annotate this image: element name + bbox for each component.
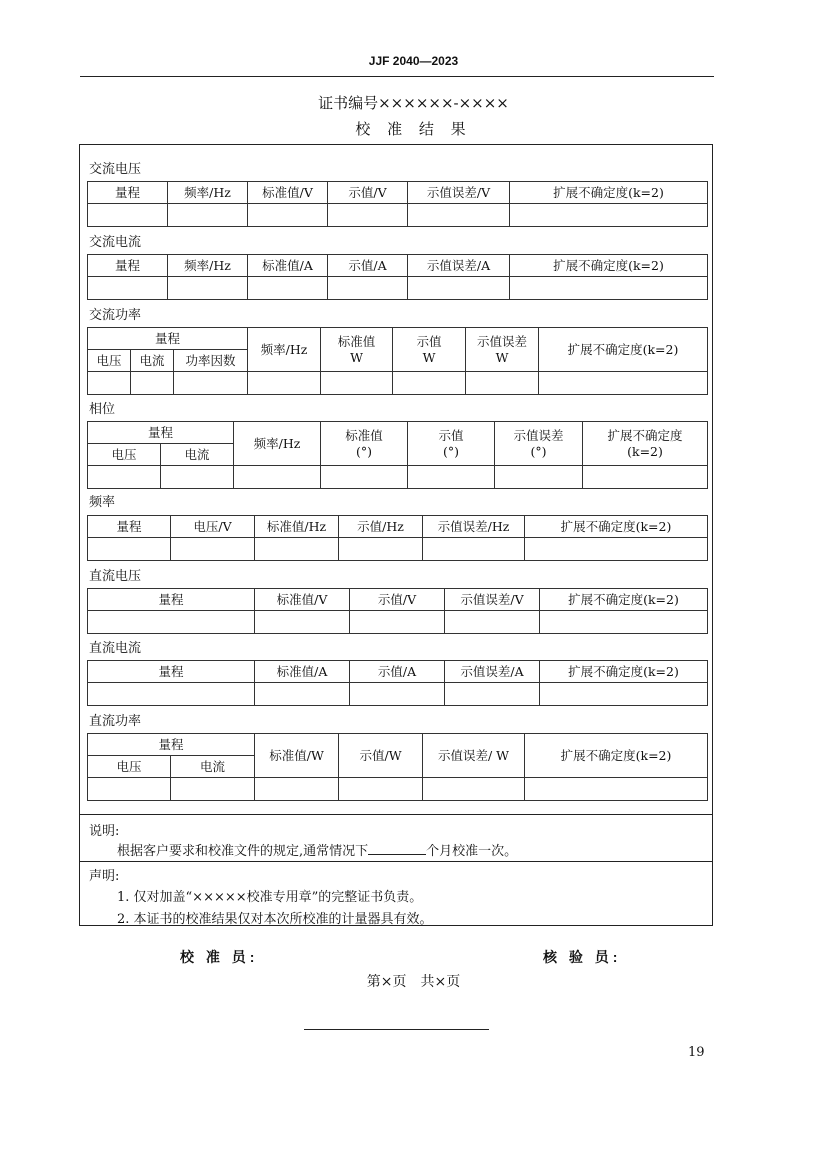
header-line: 标准值	[337, 333, 376, 349]
header-cell: 频率/Hz	[248, 328, 321, 372]
data-cell[interactable]	[510, 204, 708, 227]
data-cell[interactable]	[168, 204, 248, 227]
ac-power-table	[87, 327, 708, 395]
data-cell[interactable]	[161, 466, 234, 489]
ac-voltage-table	[87, 181, 708, 227]
statement-item-2: 2. 本证书的校准结果仅对本次所校准的计量器具有效。	[117, 912, 433, 927]
header-line: 示值	[416, 333, 442, 349]
header-cell: 量程	[88, 661, 255, 683]
data-cell[interactable]	[540, 683, 708, 706]
data-cell[interactable]	[445, 683, 540, 706]
header-cell: 示值误差/V	[408, 182, 510, 204]
header-unit: (°)	[356, 443, 373, 459]
data-cell[interactable]	[171, 538, 255, 561]
header-cell: 标准值/A	[248, 255, 328, 277]
header-cell: 电流	[161, 444, 234, 466]
certificate-number: 证书编号××××××-××××	[318, 94, 509, 112]
header-unit: (°)	[530, 443, 547, 459]
data-cell[interactable]	[408, 204, 510, 227]
data-cell[interactable]	[255, 778, 339, 801]
header-cell	[393, 328, 466, 372]
data-cell[interactable]	[174, 372, 248, 395]
header-cell: 量程	[88, 182, 168, 204]
dc-current-table	[87, 660, 708, 706]
page-counter: 第×页 共×页	[366, 974, 461, 990]
data-cell[interactable]	[234, 466, 321, 489]
header-unit: W	[422, 349, 436, 365]
header-cell	[583, 422, 708, 466]
data-cell[interactable]	[495, 466, 583, 489]
remarks-text-before: 根据客户要求和校准文件的规定,通常情况下	[117, 844, 369, 859]
header-cell: 扩展不确定度(k=2)	[540, 589, 708, 611]
header-cell	[466, 328, 539, 372]
data-cell[interactable]	[423, 538, 525, 561]
header-cell: 电流	[131, 350, 174, 372]
header-cell: 标准值/V	[248, 182, 328, 204]
header-cell: 标准值/Hz	[255, 516, 339, 538]
header-cell	[495, 422, 583, 466]
data-cell[interactable]	[339, 538, 423, 561]
data-cell[interactable]	[539, 372, 708, 395]
data-cell[interactable]	[393, 372, 466, 395]
header-line: 示值	[438, 427, 464, 443]
data-cell[interactable]	[583, 466, 708, 489]
data-cell[interactable]	[248, 277, 328, 300]
data-cell[interactable]	[255, 683, 350, 706]
data-cell[interactable]	[525, 538, 708, 561]
calibrator-label: 校 准 员:	[180, 949, 259, 965]
statement-label: 声明:	[89, 869, 120, 884]
header-cell: 示值误差/ W	[423, 734, 525, 778]
data-cell[interactable]	[88, 611, 255, 634]
dc-power-table	[87, 733, 708, 801]
page-title: 校 准 结 果	[355, 120, 472, 138]
header-unit: (°)	[443, 443, 460, 459]
header-cell: 量程	[88, 328, 248, 350]
data-cell[interactable]	[88, 683, 255, 706]
header-line: 扩展不确定度	[607, 427, 683, 443]
header-cell: 电压/V	[171, 516, 255, 538]
header-cell: 频率/Hz	[168, 182, 248, 204]
header-cell: 扩展不确定度(k=2)	[539, 328, 708, 372]
header-cell: 示值误差/A	[445, 661, 540, 683]
section-ac-voltage-label: 交流电压	[89, 162, 142, 177]
data-cell[interactable]	[423, 778, 525, 801]
header-unit: W	[350, 349, 363, 365]
header-line: 示值误差	[513, 427, 564, 443]
data-cell[interactable]	[445, 611, 540, 634]
data-cell[interactable]	[88, 204, 168, 227]
header-cell: 示值/W	[339, 734, 423, 778]
header-cell: 示值/Hz	[339, 516, 423, 538]
header-cell: 量程	[88, 516, 171, 538]
dc-voltage-table	[87, 588, 708, 634]
header-cell: 示值误差/Hz	[423, 516, 525, 538]
header-cell: 扩展不确定度(k=2)	[525, 734, 708, 778]
phase-table	[87, 421, 708, 489]
header-line: 标准值	[345, 427, 383, 443]
header-unit: W	[495, 349, 509, 365]
section-ac-power-label: 交流功率	[89, 308, 142, 323]
section-frequency-label: 频率	[89, 495, 116, 510]
data-cell[interactable]	[321, 372, 393, 395]
frequency-table	[87, 515, 708, 561]
statement-divider	[80, 861, 712, 862]
data-cell[interactable]	[466, 372, 539, 395]
data-cell[interactable]	[540, 611, 708, 634]
remarks-text	[117, 840, 517, 859]
data-cell[interactable]	[88, 372, 131, 395]
header-cell: 扩展不确定度(k=2)	[510, 255, 708, 277]
header-cell: 量程	[88, 255, 168, 277]
data-cell[interactable]	[171, 778, 255, 801]
page-number: 19	[688, 1045, 705, 1060]
data-cell[interactable]	[255, 611, 350, 634]
data-cell[interactable]	[328, 277, 408, 300]
ac-current-table	[87, 254, 708, 300]
header-cell: 电压	[88, 350, 131, 372]
header-cell	[321, 328, 393, 372]
header-cell: 电流	[171, 756, 255, 778]
section-dc-voltage-label: 直流电压	[89, 569, 142, 584]
header-cell: 量程	[88, 734, 255, 756]
data-cell[interactable]	[88, 538, 171, 561]
remarks-label: 说明:	[89, 824, 120, 839]
data-cell[interactable]	[248, 372, 321, 395]
results-frame	[79, 144, 713, 926]
header-cell: 扩展不确定度(k=2)	[510, 182, 708, 204]
data-cell[interactable]	[408, 277, 510, 300]
data-cell[interactable]	[88, 277, 168, 300]
data-cell[interactable]	[321, 466, 408, 489]
data-cell[interactable]	[88, 778, 171, 801]
header-cell: 量程	[88, 422, 234, 444]
data-cell[interactable]	[339, 778, 423, 801]
data-cell[interactable]	[168, 277, 248, 300]
data-cell[interactable]	[88, 466, 161, 489]
header-rule	[80, 76, 714, 77]
header-cell	[408, 422, 495, 466]
section-dc-current-label: 直流电流	[89, 641, 142, 656]
data-cell[interactable]	[525, 778, 708, 801]
data-cell[interactable]	[248, 204, 328, 227]
header-cell: 频率/Hz	[234, 422, 321, 466]
header-cell: 标准值/A	[255, 661, 350, 683]
statement-item-1: 1. 仅对加盖“×××××校准专用章”的完整证书负责。	[117, 890, 423, 905]
header-cell: 标准值/V	[255, 589, 350, 611]
document-header: JJF 2040—2023	[368, 54, 459, 68]
data-cell[interactable]	[408, 466, 495, 489]
header-cell: 功率因数	[174, 350, 248, 372]
header-unit: (k=2)	[627, 443, 663, 459]
remarks-text-after: 个月校准一次。	[426, 844, 518, 859]
header-cell: 频率/Hz	[168, 255, 248, 277]
section-phase-label: 相位	[89, 402, 116, 417]
header-cell: 量程	[88, 589, 255, 611]
verifier-label: 核 验 员:	[543, 949, 622, 965]
data-cell[interactable]	[255, 538, 339, 561]
data-cell[interactable]	[510, 277, 708, 300]
header-cell: 扩展不确定度(k=2)	[525, 516, 708, 538]
data-cell[interactable]	[131, 372, 174, 395]
section-ac-current-label: 交流电流	[89, 235, 142, 250]
header-cell: 电压	[88, 756, 171, 778]
header-cell: 扩展不确定度(k=2)	[540, 661, 708, 683]
interval-blank[interactable]	[368, 842, 426, 855]
header-cell	[321, 422, 408, 466]
header-line: 示值误差	[476, 333, 527, 349]
header-cell: 示值误差/A	[408, 255, 510, 277]
header-cell: 示值/V	[328, 182, 408, 204]
data-cell[interactable]	[350, 611, 445, 634]
header-cell: 示值/A	[328, 255, 408, 277]
remarks-divider	[80, 814, 712, 815]
header-cell: 示值/A	[350, 661, 445, 683]
header-cell: 电压	[88, 444, 161, 466]
section-dc-power-label: 直流功率	[89, 714, 142, 729]
footer-rule	[304, 1029, 489, 1030]
data-cell[interactable]	[328, 204, 408, 227]
header-cell: 示值/V	[350, 589, 445, 611]
header-cell: 标准值/W	[255, 734, 339, 778]
data-cell[interactable]	[350, 683, 445, 706]
header-cell: 示值误差/V	[445, 589, 540, 611]
